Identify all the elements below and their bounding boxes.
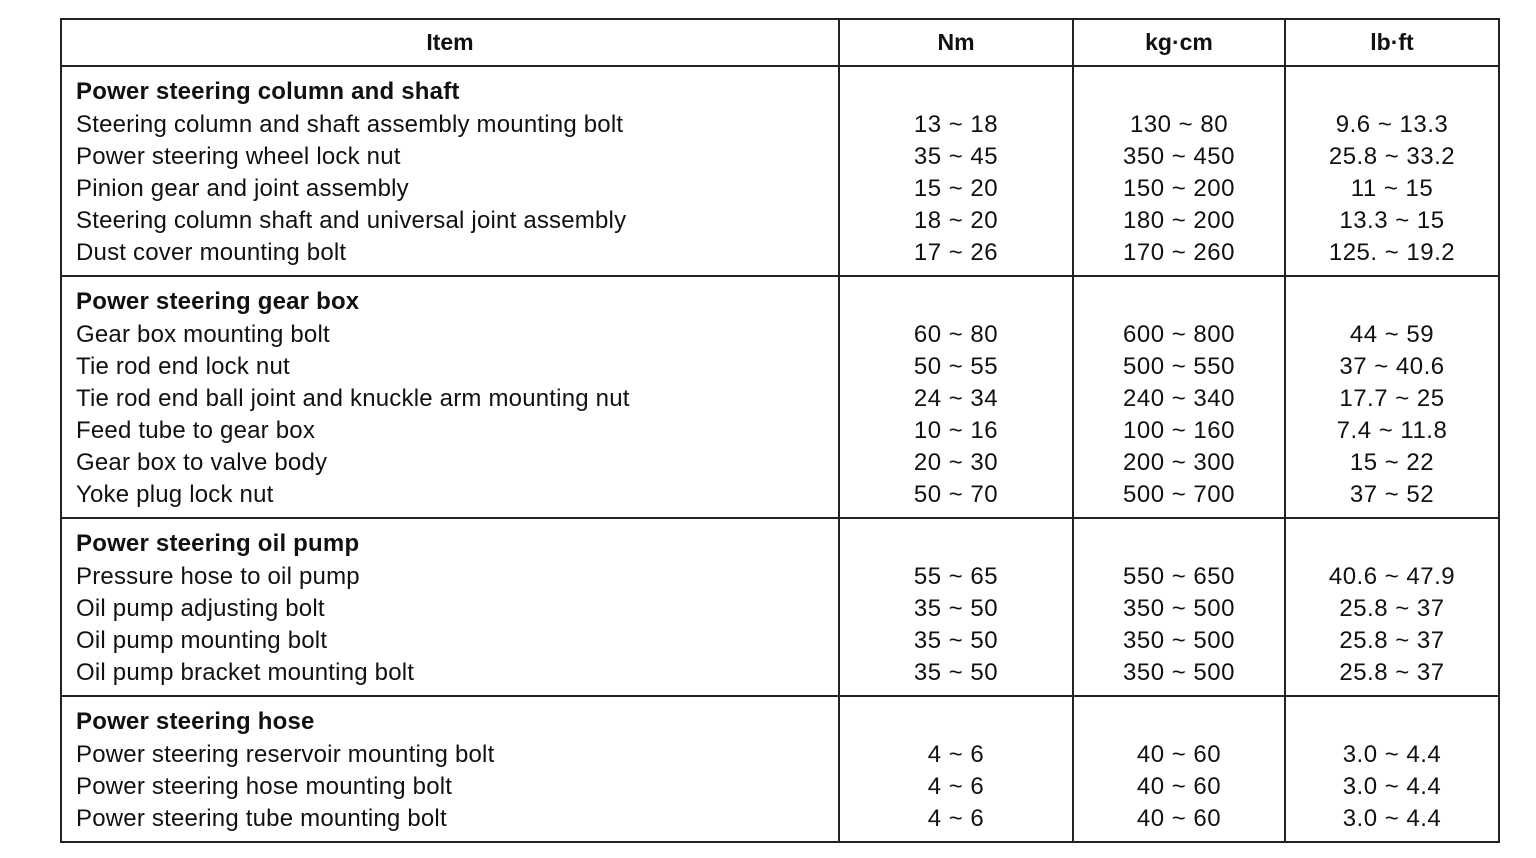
value-nm: 10 ~ 16 — [839, 415, 1073, 447]
empty-cell — [839, 696, 1073, 739]
header-kgcm: kg·cm — [1073, 19, 1285, 66]
value-kgcm: 40 ~ 60 — [1073, 771, 1285, 803]
value-nm: 50 ~ 70 — [839, 479, 1073, 518]
value-lbft: 25.8 ~ 37 — [1285, 593, 1499, 625]
item-name: Dust cover mounting bolt — [61, 237, 839, 276]
empty-cell — [839, 66, 1073, 109]
section-header-row — [61, 66, 1499, 109]
value-nm: 4 ~ 6 — [839, 739, 1073, 771]
section-title: Power steering column and shaft — [61, 66, 839, 109]
table-row — [61, 657, 1499, 696]
section-group — [61, 518, 1499, 696]
item-name: Oil pump bracket mounting bolt — [61, 657, 839, 696]
section-group — [61, 276, 1499, 518]
item-name: Feed tube to gear box — [61, 415, 839, 447]
section-group — [61, 66, 1499, 276]
item-name: Power steering tube mounting bolt — [61, 803, 839, 842]
section-header-row — [61, 696, 1499, 739]
table-row — [61, 447, 1499, 479]
value-lbft: 44 ~ 59 — [1285, 319, 1499, 351]
table-row — [61, 479, 1499, 518]
section-group — [61, 696, 1499, 842]
value-lbft: 3.0 ~ 4.4 — [1285, 803, 1499, 842]
section-header-row — [61, 518, 1499, 561]
table-row — [61, 739, 1499, 771]
value-lbft: 125. ~ 19.2 — [1285, 237, 1499, 276]
value-nm: 35 ~ 50 — [839, 625, 1073, 657]
empty-cell — [1285, 696, 1499, 739]
value-lbft: 25.8 ~ 33.2 — [1285, 141, 1499, 173]
value-lbft: 25.8 ~ 37 — [1285, 657, 1499, 696]
value-nm: 35 ~ 50 — [839, 593, 1073, 625]
item-name: Power steering reservoir mounting bolt — [61, 739, 839, 771]
item-name: Power steering wheel lock nut — [61, 141, 839, 173]
value-kgcm: 40 ~ 60 — [1073, 739, 1285, 771]
value-lbft: 11 ~ 15 — [1285, 173, 1499, 205]
empty-cell — [1285, 276, 1499, 319]
table-row — [61, 803, 1499, 842]
value-lbft: 3.0 ~ 4.4 — [1285, 739, 1499, 771]
header-row — [61, 19, 1499, 66]
value-nm: 20 ~ 30 — [839, 447, 1073, 479]
value-lbft: 37 ~ 52 — [1285, 479, 1499, 518]
value-nm: 55 ~ 65 — [839, 561, 1073, 593]
table-row — [61, 625, 1499, 657]
value-nm: 4 ~ 6 — [839, 771, 1073, 803]
item-name: Gear box mounting bolt — [61, 319, 839, 351]
value-nm: 60 ~ 80 — [839, 319, 1073, 351]
table-row — [61, 593, 1499, 625]
value-lbft: 3.0 ~ 4.4 — [1285, 771, 1499, 803]
value-nm: 4 ~ 6 — [839, 803, 1073, 842]
value-kgcm: 130 ~ 80 — [1073, 109, 1285, 141]
table-row — [61, 141, 1499, 173]
item-name: Tie rod end lock nut — [61, 351, 839, 383]
value-nm: 50 ~ 55 — [839, 351, 1073, 383]
table-row — [61, 109, 1499, 141]
table-row — [61, 173, 1499, 205]
section-title: Power steering hose — [61, 696, 839, 739]
value-lbft: 17.7 ~ 25 — [1285, 383, 1499, 415]
table-row — [61, 771, 1499, 803]
value-kgcm: 600 ~ 800 — [1073, 319, 1285, 351]
empty-cell — [1073, 518, 1285, 561]
value-nm: 18 ~ 20 — [839, 205, 1073, 237]
value-kgcm: 350 ~ 450 — [1073, 141, 1285, 173]
value-kgcm: 500 ~ 550 — [1073, 351, 1285, 383]
value-kgcm: 150 ~ 200 — [1073, 173, 1285, 205]
value-lbft: 9.6 ~ 13.3 — [1285, 109, 1499, 141]
table-row — [61, 319, 1499, 351]
item-name: Tie rod end ball joint and knuckle arm mounting nut — [61, 383, 839, 415]
value-lbft: 13.3 ~ 15 — [1285, 205, 1499, 237]
value-kgcm: 550 ~ 650 — [1073, 561, 1285, 593]
value-kgcm: 40 ~ 60 — [1073, 803, 1285, 842]
value-lbft: 7.4 ~ 11.8 — [1285, 415, 1499, 447]
value-lbft: 37 ~ 40.6 — [1285, 351, 1499, 383]
table-row — [61, 205, 1499, 237]
value-kgcm: 350 ~ 500 — [1073, 657, 1285, 696]
header-nm: Nm — [839, 19, 1073, 66]
value-nm: 17 ~ 26 — [839, 237, 1073, 276]
table-row — [61, 561, 1499, 593]
value-kgcm: 180 ~ 200 — [1073, 205, 1285, 237]
item-name: Steering column and shaft assembly mounting bolt — [61, 109, 839, 141]
value-nm: 35 ~ 45 — [839, 141, 1073, 173]
item-name: Oil pump mounting bolt — [61, 625, 839, 657]
value-nm: 15 ~ 20 — [839, 173, 1073, 205]
item-name: Pressure hose to oil pump — [61, 561, 839, 593]
empty-cell — [1285, 518, 1499, 561]
empty-cell — [839, 276, 1073, 319]
section-title: Power steering gear box — [61, 276, 839, 319]
value-kgcm: 200 ~ 300 — [1073, 447, 1285, 479]
table-row — [61, 415, 1499, 447]
table-row — [61, 383, 1499, 415]
value-nm: 13 ~ 18 — [839, 109, 1073, 141]
value-lbft: 15 ~ 22 — [1285, 447, 1499, 479]
section-title: Power steering oil pump — [61, 518, 839, 561]
table-row — [61, 237, 1499, 276]
section-header-row — [61, 276, 1499, 319]
item-name: Oil pump adjusting bolt — [61, 593, 839, 625]
value-kgcm: 170 ~ 260 — [1073, 237, 1285, 276]
header-lbft: lb·ft — [1285, 19, 1499, 66]
empty-cell — [1285, 66, 1499, 109]
item-name: Pinion gear and joint assembly — [61, 173, 839, 205]
value-nm: 24 ~ 34 — [839, 383, 1073, 415]
value-kgcm: 350 ~ 500 — [1073, 625, 1285, 657]
item-name: Gear box to valve body — [61, 447, 839, 479]
item-name: Steering column shaft and universal joint assembly — [61, 205, 839, 237]
empty-cell — [1073, 696, 1285, 739]
item-name: Power steering hose mounting bolt — [61, 771, 839, 803]
value-kgcm: 500 ~ 700 — [1073, 479, 1285, 518]
value-lbft: 25.8 ~ 37 — [1285, 625, 1499, 657]
value-kgcm: 240 ~ 340 — [1073, 383, 1285, 415]
empty-cell — [1073, 66, 1285, 109]
value-kgcm: 350 ~ 500 — [1073, 593, 1285, 625]
value-lbft: 40.6 ~ 47.9 — [1285, 561, 1499, 593]
value-nm: 35 ~ 50 — [839, 657, 1073, 696]
empty-cell — [839, 518, 1073, 561]
empty-cell — [1073, 276, 1285, 319]
header-item: Item — [61, 19, 839, 66]
table-header — [61, 19, 1499, 66]
value-kgcm: 100 ~ 160 — [1073, 415, 1285, 447]
item-name: Yoke plug lock nut — [61, 479, 839, 518]
table-row — [61, 351, 1499, 383]
torque-spec-table — [60, 18, 1500, 843]
